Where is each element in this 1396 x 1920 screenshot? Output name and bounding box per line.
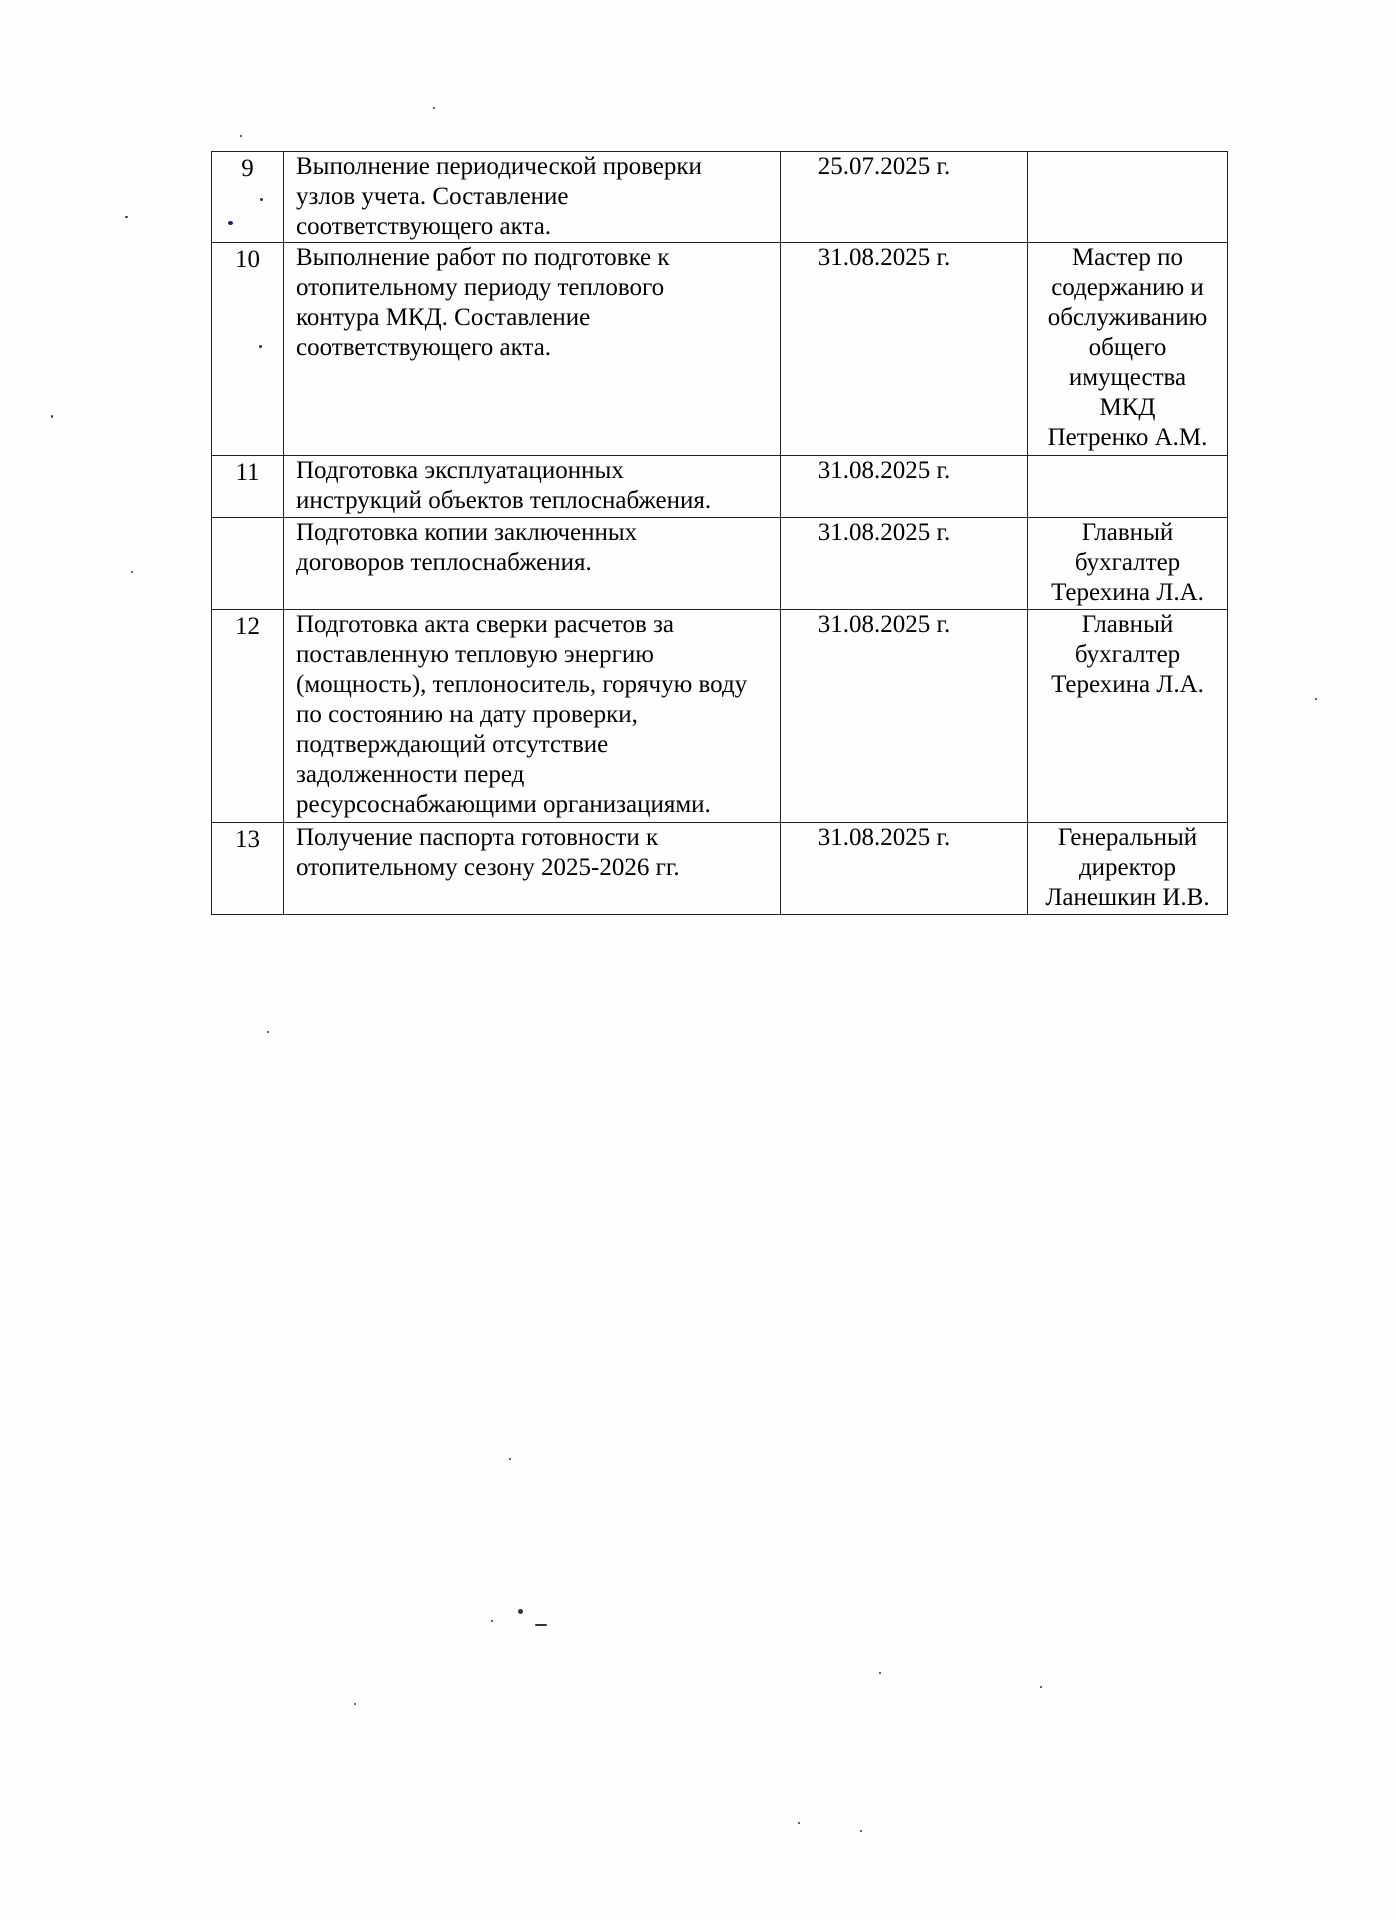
scan-speck bbox=[354, 1703, 356, 1705]
row-number: 9 bbox=[212, 152, 284, 243]
row-number: 11 bbox=[212, 456, 284, 518]
scan-speck bbox=[1040, 1686, 1042, 1688]
task-description: Подготовка акта сверки расчетов за поставленную тепловую энергию (мощность), теплоноситель, горячую воду по состоянию на дату проверки, подтверждающий отсутствие задолженности перед ресурсоснабжающими организациями. bbox=[284, 610, 781, 823]
table-row bbox=[212, 456, 1228, 518]
scan-speck bbox=[491, 1620, 493, 1622]
row-number: 10 bbox=[212, 243, 284, 456]
scan-speck bbox=[535, 1624, 547, 1626]
scan-speck bbox=[240, 135, 242, 137]
table-row bbox=[212, 518, 1228, 610]
scan-speck bbox=[267, 1031, 269, 1033]
due-date: 31.08.2025 г. bbox=[781, 518, 1028, 610]
due-date: 31.08.2025 г. bbox=[781, 456, 1028, 518]
due-date: 31.08.2025 г. bbox=[781, 610, 1028, 823]
scan-speck bbox=[860, 1830, 862, 1832]
table-row bbox=[212, 610, 1228, 823]
task-description: Получение паспорта готовности к отопительному сезону 2025-2026 гг. bbox=[284, 823, 781, 915]
due-date: 31.08.2025 г. bbox=[781, 823, 1028, 915]
table-row bbox=[212, 243, 1228, 456]
task-description: Подготовка копии заключенных договоров теплоснабжения. bbox=[284, 518, 781, 610]
responsible-person bbox=[1028, 152, 1228, 243]
table-row bbox=[212, 823, 1228, 915]
scan-speck bbox=[260, 198, 263, 201]
scan-speck bbox=[125, 216, 128, 218]
scan-speck bbox=[798, 1822, 800, 1824]
table-row bbox=[212, 152, 1228, 243]
scan-speck bbox=[259, 345, 262, 348]
due-date: 31.08.2025 г. bbox=[781, 243, 1028, 456]
scan-speck bbox=[509, 1458, 511, 1460]
responsible-person bbox=[1028, 456, 1228, 518]
responsible-person: Главный бухгалтер Терехина Л.А. bbox=[1028, 610, 1228, 823]
row-number: 13 bbox=[212, 823, 284, 915]
scan-speck bbox=[131, 571, 133, 573]
task-description: Подготовка эксплуатационных инструкций объектов теплоснабжения. bbox=[284, 456, 781, 518]
scan-speck bbox=[433, 107, 435, 109]
task-description: Выполнение периодической проверки узлов учета. Составление соответствующего акта. bbox=[284, 152, 781, 243]
responsible-person: Генеральный директор Ланешкин И.В. bbox=[1028, 823, 1228, 915]
scan-speck bbox=[879, 1672, 881, 1674]
responsible-person: Главный бухгалтер Терехина Л.А. bbox=[1028, 518, 1228, 610]
responsible-person: Мастер по содержанию и обслуживанию общего имущества МКД Петренко А.М. bbox=[1028, 243, 1228, 456]
row-number: 12 bbox=[212, 610, 284, 823]
scan-speck bbox=[518, 1609, 523, 1614]
row-number bbox=[212, 518, 284, 610]
scan-speck bbox=[1315, 698, 1317, 700]
due-date: 25.07.2025 г. bbox=[781, 152, 1028, 243]
task-description: Выполнение работ по подготовке к отопительному периоду теплового контура МКД. Составление соответствующего акта. bbox=[284, 243, 781, 456]
heating-preparation-table bbox=[211, 151, 1228, 915]
scan-speck bbox=[228, 221, 233, 225]
scan-speck bbox=[51, 415, 53, 418]
